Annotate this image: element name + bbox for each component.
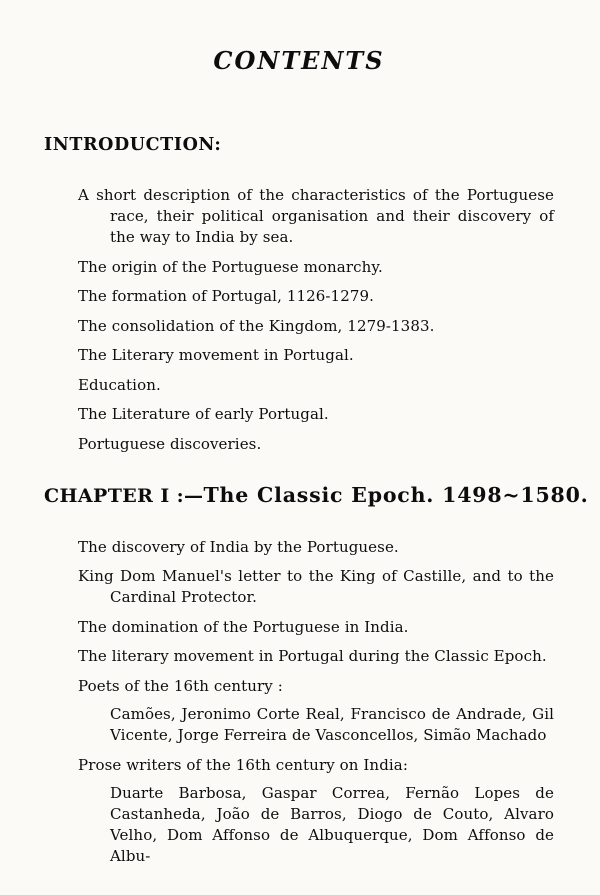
toc-entry-group-prose-writers <box>78 755 554 868</box>
toc-entry: The domination of the Portuguese in India. <box>78 617 409 636</box>
page-title: CONTENTS <box>213 46 385 75</box>
toc-entry: A short description of the characteristics of the Portuguese race, their political organisation and their discovery of the way to India by sea. <box>78 186 554 246</box>
toc-entry: The discovery of India by the Portuguese. <box>78 537 399 556</box>
chapter-1-heading <box>44 482 589 507</box>
chapter-heading-prefix: CHAPTER I :— <box>44 484 204 507</box>
introduction-heading: INTRODUCTION: <box>44 135 222 155</box>
toc-entry: The Literary movement in Portugal. <box>78 346 354 364</box>
toc-entry: Education. <box>78 375 161 394</box>
introduction-entries <box>44 185 554 455</box>
toc-entry-sublist: Duarte Barbosa, Gaspar Correa, Fernão Lopes de Castanheda, João de Barros, Diogo de Couto, Alvaro Velho, Dom Affonso de Albuquerque, Dom Affonso de Albu- <box>110 784 554 865</box>
toc-entry: The origin of the Portuguese monarchy. <box>78 257 383 276</box>
toc-entry: Poets of the 16th century : <box>78 676 283 695</box>
toc-entry: King Dom Manuel's letter to the King of Castille, and to the Cardinal Protector. <box>78 567 554 606</box>
toc-entry-sublist: Camões, Jeronimo Corte Real, Francisco de Andrade, Gil Vicente, Jorge Ferreira de Vasconcellos, Simão Machado <box>110 705 554 744</box>
toc-entry: Prose writers of the 16th century on India: <box>78 755 408 774</box>
toc-entry: The formation of Portugal, 1126-1279. <box>78 287 375 305</box>
chapter-heading-title: The Classic Epoch. 1498~1580. <box>203 482 589 507</box>
toc-entry: The Literature of early Portugal. <box>78 405 329 423</box>
toc-entry: The consolidation of the Kingdom, 1279-1383. <box>78 316 435 335</box>
chapter-1-entries <box>44 537 554 868</box>
toc-entry-group-poets <box>78 676 554 747</box>
toc-entry: Portuguese discoveries. <box>78 434 262 453</box>
toc-entry: The literary movement in Portugal during the Classic Epoch. <box>78 647 547 665</box>
